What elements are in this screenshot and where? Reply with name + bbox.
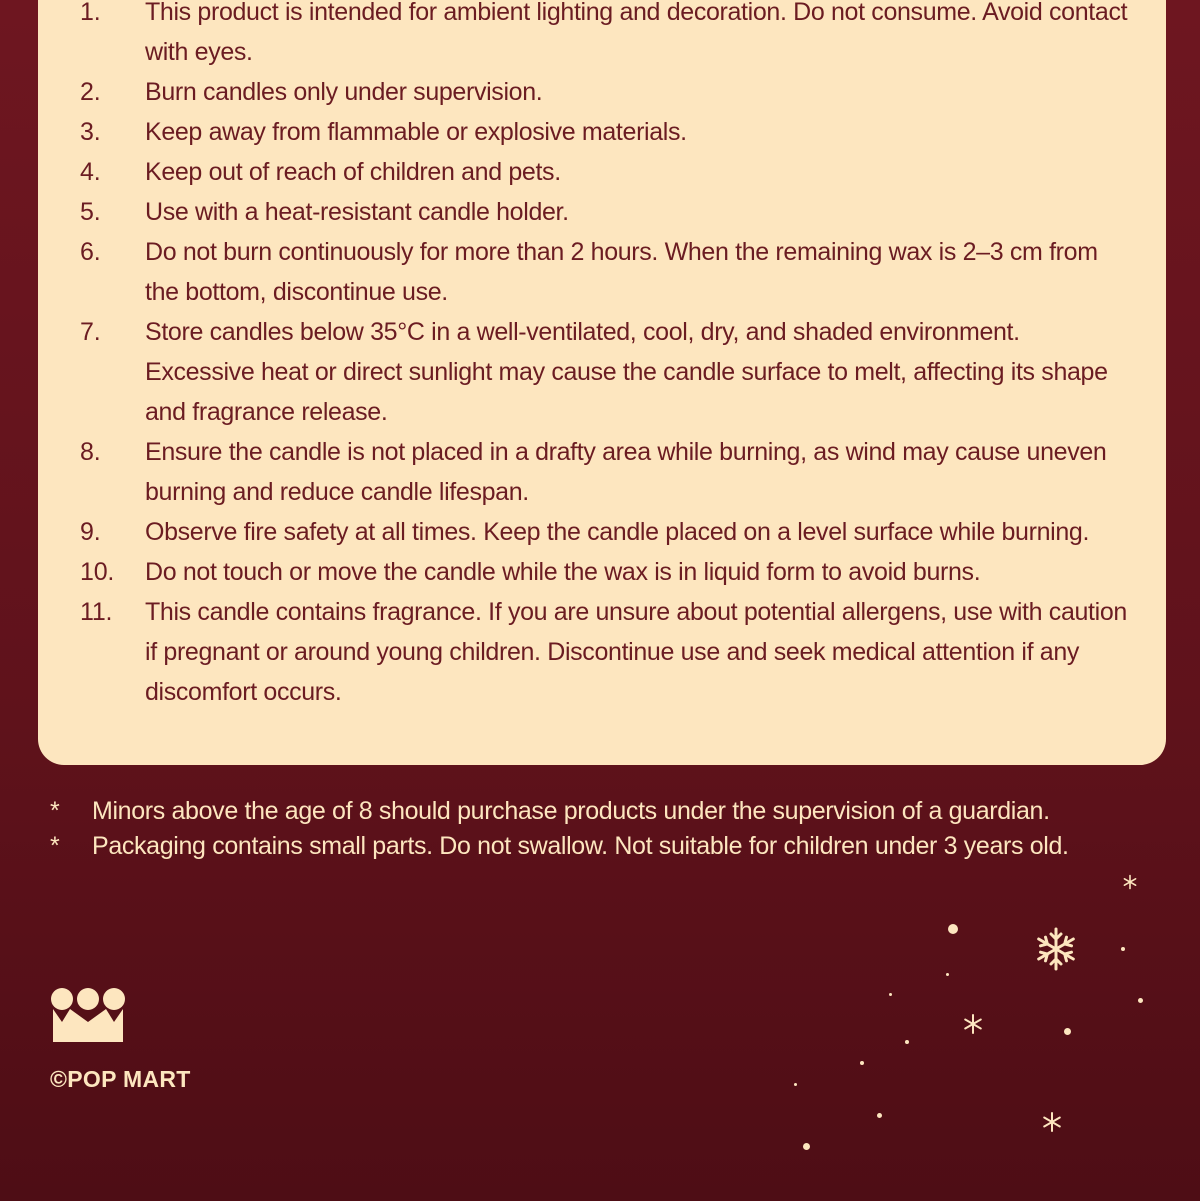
instruction-number: 9. <box>80 518 101 546</box>
safety-note <box>0 793 1200 829</box>
snowflake-icon <box>1033 926 1079 972</box>
instruction-text: Observe fire safety at all times. Keep the candle placed on a level surface while burning. <box>145 518 1090 546</box>
instruction-text: This candle contains fragrance. If you are unsure about potential allergens, use with caution if pregnant or around young children. Discontinue use and seek medical attention if any discomfort occurs. <box>145 598 1127 706</box>
snow-dot <box>1121 947 1125 951</box>
snowflake-icon <box>1041 1111 1063 1133</box>
instruction-number: 6. <box>80 238 101 266</box>
snow-dot <box>860 1061 864 1065</box>
instruction-number: 4. <box>80 158 101 186</box>
pop-mart-crown-logo <box>50 986 126 1042</box>
snowflake-icon <box>1122 874 1138 890</box>
note-text: Minors above the age of 8 should purchase products under the supervision of a guardian. <box>92 797 1050 825</box>
instruction-text: Keep out of reach of children and pets. <box>145 158 561 186</box>
instruction-text: This product is intended for ambient lighting and decoration. Do not consume. Avoid contact with eyes. <box>145 0 1128 66</box>
snow-dot <box>905 1040 909 1044</box>
snow-dot <box>1064 1028 1071 1035</box>
note-marker: * <box>50 797 60 825</box>
snow-dot <box>1138 998 1143 1003</box>
instruction-number: 3. <box>80 118 101 146</box>
safety-note <box>0 828 1200 864</box>
instructions-card <box>38 0 1166 765</box>
snow-dot <box>948 924 958 934</box>
instruction-number: 2. <box>80 78 101 106</box>
instruction-text: Ensure the candle is not placed in a drafty area while burning, as wind may cause uneven burning and reduce candle lifespan. <box>145 438 1107 506</box>
instruction-text: Keep away from flammable or explosive materials. <box>145 118 687 146</box>
instruction-text: Do not touch or move the candle while the wax is in liquid form to avoid burns. <box>145 558 981 586</box>
note-marker: * <box>50 832 60 860</box>
snow-dot <box>946 973 949 976</box>
instruction-number: 7. <box>80 318 101 346</box>
instruction-number: 10. <box>80 558 115 586</box>
instruction-number: 1. <box>80 0 101 26</box>
snowflake-icon <box>962 1013 984 1035</box>
copyright-text: ©POP MART <box>50 1066 191 1092</box>
instruction-number: 8. <box>80 438 101 466</box>
note-text: Packaging contains small parts. Do not swallow. Not suitable for children under 3 years old. <box>92 832 1069 860</box>
instruction-text: Burn candles only under supervision. <box>145 78 543 106</box>
snow-dot <box>877 1113 882 1118</box>
snow-dot <box>794 1083 797 1086</box>
instruction-number: 5. <box>80 198 101 226</box>
snow-dot <box>803 1143 810 1150</box>
instruction-text: Do not burn continuously for more than 2 hours. When the remaining wax is 2–3 cm from the bottom, discontinue use. <box>145 238 1098 306</box>
instruction-number: 11. <box>80 598 113 626</box>
instruction-text: Store candles below 35°C in a well-ventilated, cool, dry, and shaded environment. Excessive heat or direct sunlight may cause the candle surface to melt, affecting its shape and fragrance release. <box>145 318 1108 426</box>
instruction-text: Use with a heat-resistant candle holder. <box>145 198 569 226</box>
snow-dot <box>889 993 892 996</box>
